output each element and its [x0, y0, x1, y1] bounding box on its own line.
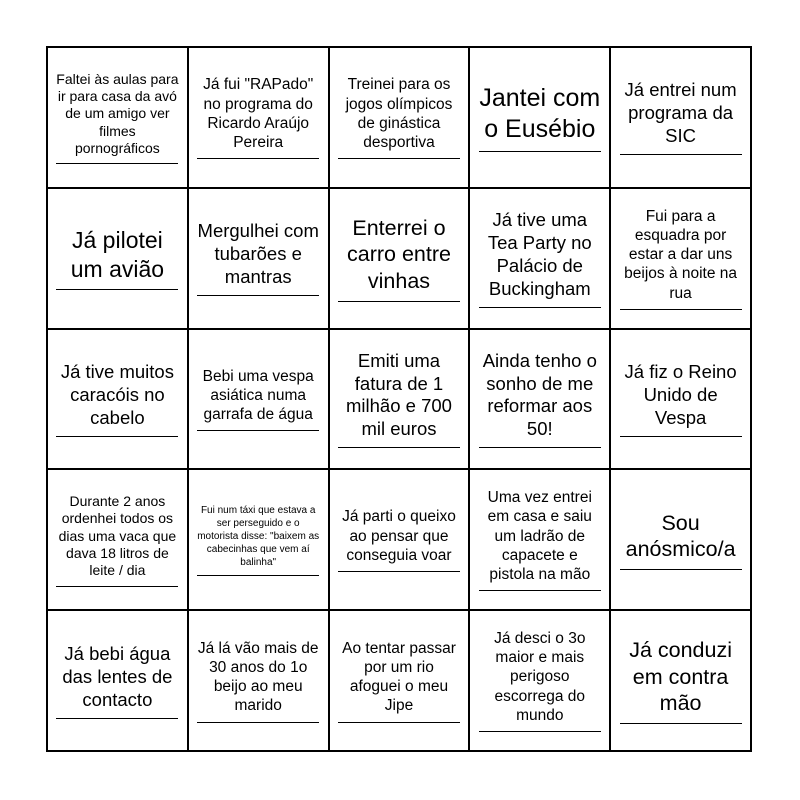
answer-line: [56, 163, 178, 164]
bingo-cell[interactable]: [470, 470, 611, 611]
cell-text: Já entrei num programa da SIC: [624, 79, 737, 147]
bingo-cell[interactable]: [330, 48, 471, 189]
bingo-cell[interactable]: [611, 470, 752, 611]
cell-text: Já tive uma Tea Party no Palácio de Buckingham: [487, 208, 592, 299]
cell-text: Treinei para os jogos olímpicos de ginástica desportiva: [345, 76, 453, 152]
cell-text: Já desci o 3o maior e mais perigoso escorrega do mundo: [494, 630, 586, 724]
bingo-cell[interactable]: [48, 330, 189, 471]
bingo-cell[interactable]: [470, 48, 611, 189]
bingo-cell[interactable]: [48, 470, 189, 611]
cell-text: Já bebi água das lentes de contacto: [62, 642, 173, 710]
bingo-cell[interactable]: [48, 189, 189, 330]
answer-line: [479, 731, 601, 732]
bingo-cell[interactable]: [48, 48, 189, 189]
answer-line: [197, 430, 319, 431]
answer-line: [620, 309, 742, 310]
answer-line: [197, 158, 319, 159]
bingo-cell[interactable]: [330, 189, 471, 330]
answer-line: [338, 571, 460, 572]
cell-text: Já tive muitos caracóis no cabelo: [60, 361, 174, 428]
cell-text: Jantei com o Eusébio: [479, 83, 601, 143]
answer-line: [620, 569, 742, 570]
cell-text: Sou anósmico/a: [625, 510, 736, 562]
answer-line: [479, 307, 601, 308]
bingo-cell[interactable]: [470, 189, 611, 330]
cell-text: Já pilotei um avião: [70, 227, 165, 282]
bingo-cell[interactable]: [330, 330, 471, 471]
bingo-cell[interactable]: [189, 48, 330, 189]
cell-text: Ao tentar passar por um rio afoguei o meu Jipe: [342, 639, 456, 715]
cell-text: Fui num táxi que estava a ser perseguido e o motorista disse: "baixem as cabecinhas que vem aí balinha": [197, 504, 320, 568]
answer-line: [197, 295, 319, 296]
answer-line: [56, 436, 178, 437]
bingo-cell[interactable]: [611, 189, 752, 330]
bingo-cell[interactable]: [189, 189, 330, 330]
answer-line: [338, 158, 460, 159]
answer-line: [620, 436, 742, 437]
answer-line: [338, 301, 460, 302]
bingo-cell[interactable]: [611, 48, 752, 189]
bingo-cell[interactable]: [330, 470, 471, 611]
answer-line: [56, 586, 178, 587]
answer-line: [56, 289, 178, 290]
answer-line: [197, 575, 319, 576]
cell-text: Faltei às aulas para ir para casa da avó de um amigo ver filmes pornográficos: [56, 70, 179, 156]
cell-text: Fui para a esquadra por estar a dar uns beijos à noite na rua: [624, 207, 738, 302]
bingo-board: [46, 46, 752, 752]
bingo-cell[interactable]: [48, 611, 189, 752]
cell-text: Já fui "RAPado" no programa do Ricardo Araújo Pereira: [203, 76, 314, 152]
cell-text: Já fiz o Reino Unido de Vespa: [624, 361, 737, 428]
cell-text: Bebi uma vespa asiática numa garrafa de água: [202, 367, 314, 424]
cell-text: Ainda tenho o sonho de me reformar aos 50!: [482, 349, 597, 440]
cell-text: Já lá vão mais de 30 anos do 1o beijo ao meu marido: [197, 639, 319, 715]
cell-text: Enterrei o carro entre vinhas: [347, 215, 451, 294]
answer-line: [479, 590, 601, 591]
answer-line: [620, 154, 742, 155]
cell-text: Emiti uma fatura de 1 milhão e 700 mil euros: [346, 349, 452, 440]
cell-text: Já conduzi em contra mão: [629, 638, 732, 716]
cell-text: Uma vez entrei em casa e saiu um ladrão de capacete e pistola na mão: [487, 489, 592, 584]
bingo-cell[interactable]: [189, 611, 330, 752]
answer-line: [338, 722, 460, 723]
answer-line: [197, 722, 319, 723]
bingo-cell[interactable]: [611, 611, 752, 752]
bingo-cell[interactable]: [189, 470, 330, 611]
answer-line: [479, 151, 601, 152]
answer-line: [56, 718, 178, 719]
bingo-cell[interactable]: [330, 611, 471, 752]
bingo-cell[interactable]: [611, 330, 752, 471]
answer-line: [620, 723, 742, 724]
bingo-cell[interactable]: [189, 330, 330, 471]
bingo-cell[interactable]: [470, 330, 611, 471]
cell-text: Já parti o queixo ao pensar que conseguia voar: [342, 508, 456, 564]
bingo-cell[interactable]: [470, 611, 611, 752]
answer-line: [338, 447, 460, 448]
cell-text: Mergulhei com tubarões e mantras: [197, 220, 319, 288]
cell-text: Durante 2 anos ordenhei todos os dias uma vaca que dava 18 litros de leite / dia: [58, 492, 177, 579]
answer-line: [479, 447, 601, 448]
